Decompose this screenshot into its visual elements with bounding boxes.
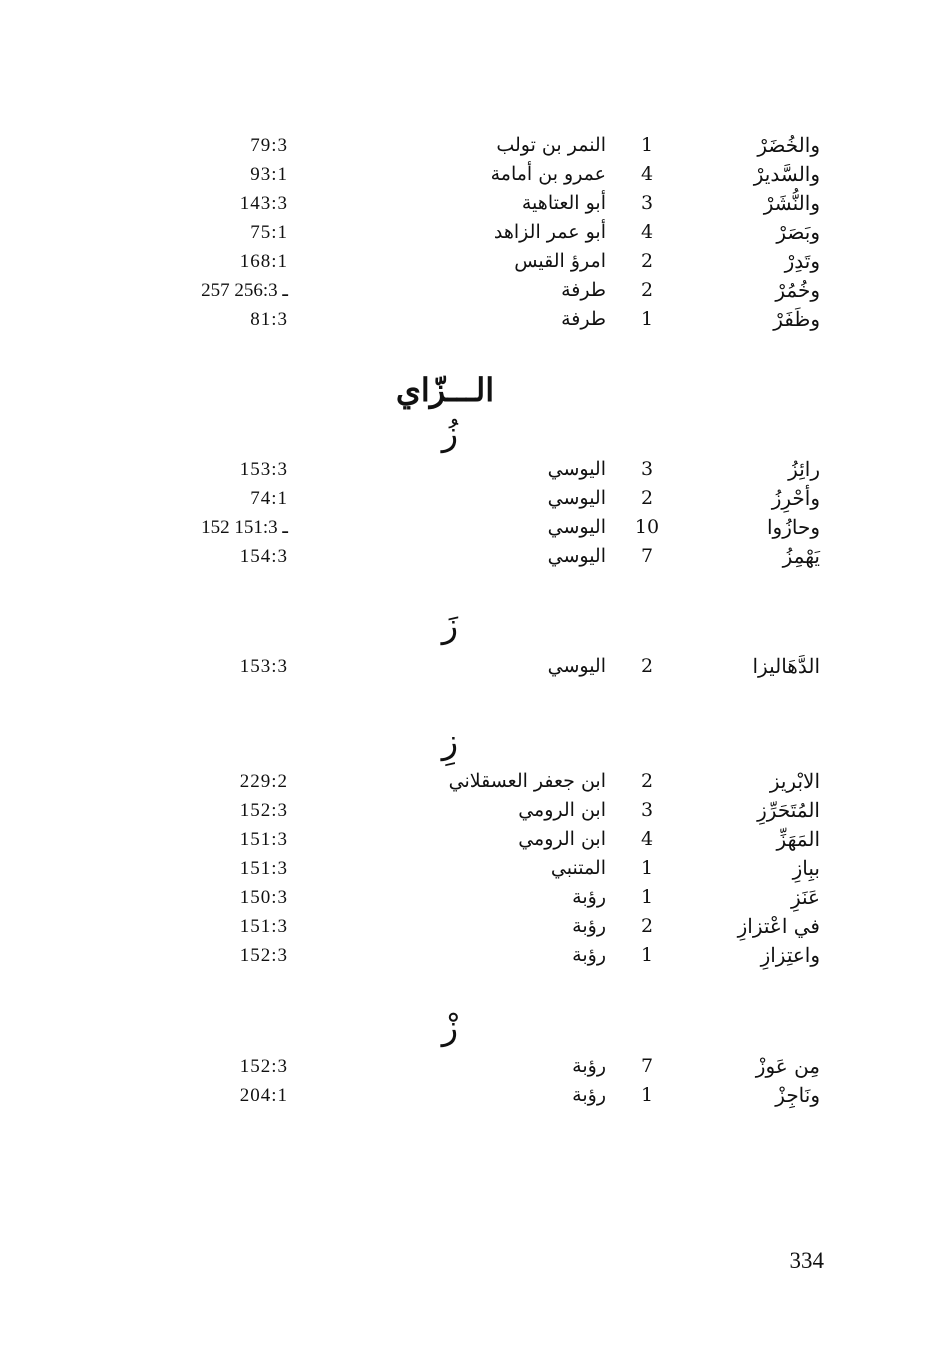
verse-count: 1	[640, 1084, 654, 1106]
rhyme-word: ببِازِ	[792, 856, 820, 880]
poet-name: المتنبي	[550, 857, 606, 879]
volume-page-ref: 257 ـ 256:3	[201, 280, 288, 301]
rhyme-word: والنُّشَرْ	[763, 191, 820, 215]
verse-count: 1	[640, 308, 654, 330]
verse-count: 1	[640, 944, 654, 966]
index-row	[0, 160, 944, 189]
verse-count: 1	[640, 134, 654, 156]
index-row	[0, 513, 944, 542]
index-row	[0, 796, 944, 825]
verse-count: 1	[640, 886, 654, 908]
poet-name: اليوسي	[547, 458, 606, 480]
poet-name: اليوسي	[547, 655, 606, 677]
rhyme-heading-damma: زُ	[441, 414, 459, 454]
verse-count: 2	[640, 250, 654, 272]
index-row	[0, 305, 944, 334]
poet-name: رؤبة	[572, 1055, 606, 1077]
poet-name: طرفة	[561, 308, 606, 330]
index-row	[0, 247, 944, 276]
rhyme-heading-kasra: زِ	[441, 722, 459, 762]
verse-count: 4	[640, 221, 654, 243]
verse-count: 4	[640, 828, 654, 850]
index-row	[0, 542, 944, 571]
index-row	[0, 484, 944, 513]
volume-page-ref: 152:3	[239, 1056, 288, 1077]
poet-name: اليوسي	[547, 516, 606, 538]
volume-page-ref: 152:3	[239, 800, 288, 821]
volume-page-ref: 168:1	[239, 251, 288, 272]
volume-page-ref: 75:1	[250, 222, 288, 243]
volume-page-ref: 93:1	[250, 164, 288, 185]
rhyme-word: واعتِزازِ	[760, 943, 820, 967]
index-row	[0, 218, 944, 247]
page-number: 334	[789, 1248, 824, 1273]
index-row	[0, 276, 944, 305]
index-row	[0, 652, 944, 681]
poet-name: رؤبة	[572, 1084, 606, 1106]
index-row	[0, 131, 944, 160]
verse-count: 2	[640, 655, 654, 677]
verse-count: 10	[634, 516, 660, 538]
verse-count: 1	[640, 857, 654, 879]
rhyme-word: عَنَزِ	[790, 885, 820, 909]
rhyme-word: في اعْتزازِ	[737, 914, 820, 938]
volume-page-ref: 143:3	[239, 193, 288, 214]
rhyme-word: مِن عَوزْ	[755, 1054, 820, 1078]
rhyme-heading-fatha: زَ	[441, 606, 459, 646]
poet-name: ابن الرومي	[518, 828, 606, 850]
index-row	[0, 1052, 944, 1081]
poet-name: رؤبة	[572, 886, 606, 908]
volume-page-ref: 153:3	[239, 459, 288, 480]
verse-count: 2	[640, 487, 654, 509]
rhyme-word: الدَّهَاليزا	[752, 654, 820, 678]
poet-name: امرؤ القيس	[514, 250, 606, 272]
verse-count: 3	[640, 799, 654, 821]
verse-count: 3	[640, 458, 654, 480]
verse-count: 4	[640, 163, 654, 185]
rhyme-word: والخُضَرْ	[757, 133, 820, 157]
rhyme-word: يَهْمِزُ	[782, 544, 820, 568]
poet-name: رؤبة	[572, 915, 606, 937]
rhyme-word: وبَصَرْ	[776, 220, 820, 244]
volume-page-ref: 151:3	[239, 829, 288, 850]
index-row	[0, 941, 944, 970]
index-row	[0, 825, 944, 854]
rhyme-word: وتَدِرْ	[784, 249, 820, 273]
poet-name: ابن الرومي	[518, 799, 606, 821]
rhyme-word: وظَفَرْ	[773, 307, 820, 331]
volume-page-ref: 153:3	[239, 656, 288, 677]
index-row	[0, 455, 944, 484]
rhyme-word: الابْريز	[769, 769, 820, 793]
poet-name: عمرو بن أمامة	[490, 163, 606, 185]
volume-page-ref: 79:3	[250, 135, 288, 156]
verse-count: 2	[640, 279, 654, 301]
rhyme-word: المُتَحَرِّزِ	[757, 798, 820, 822]
index-row	[0, 1081, 944, 1110]
verse-count: 2	[640, 915, 654, 937]
volume-page-ref: 229:2	[239, 771, 288, 792]
poet-name: طرفة	[561, 279, 606, 301]
index-row	[0, 912, 944, 941]
verse-count: 7	[640, 1055, 654, 1077]
rhyme-word: وأحْرِزُ	[771, 486, 820, 510]
index-row	[0, 767, 944, 796]
volume-page-ref: 74:1	[250, 488, 288, 509]
poet-name: النمر بن تولب	[496, 134, 606, 156]
volume-page-ref: 151:3	[239, 858, 288, 879]
verse-count: 3	[640, 192, 654, 214]
index-row	[0, 189, 944, 218]
volume-page-ref: 152:3	[239, 945, 288, 966]
poet-name: أبو العتاهية	[521, 192, 606, 214]
index-row	[0, 854, 944, 883]
volume-page-ref: 81:3	[250, 309, 288, 330]
poet-name: اليوسي	[547, 487, 606, 509]
rhyme-word: رائِزُ	[788, 457, 820, 481]
volume-page-ref: 154:3	[239, 546, 288, 567]
rhyme-word: المَهَزِّ	[776, 827, 820, 851]
volume-page-ref: 204:1	[239, 1085, 288, 1106]
volume-page-ref: 151:3	[239, 916, 288, 937]
section-title: الـــزّاي	[395, 371, 495, 409]
index-row	[0, 883, 944, 912]
rhyme-word: والسَّديرْ	[753, 162, 820, 186]
poet-name: أبو عمر الزاهد	[493, 221, 606, 243]
poet-name: رؤبة	[572, 944, 606, 966]
poet-name: اليوسي	[547, 545, 606, 567]
rhyme-word: وحازُوا	[767, 515, 820, 539]
volume-page-ref: 150:3	[239, 887, 288, 908]
poet-name: ابن جعفر العسقلاني	[448, 770, 606, 792]
rhyme-heading-sukun: زْ	[441, 1008, 459, 1048]
rhyme-word: وخُمُرْ	[775, 278, 820, 302]
volume-page-ref: 152 ـ 151:3	[201, 517, 288, 538]
rhyme-word: ونَاجِزْ	[775, 1083, 820, 1107]
verse-count: 2	[640, 770, 654, 792]
verse-count: 7	[640, 545, 654, 567]
